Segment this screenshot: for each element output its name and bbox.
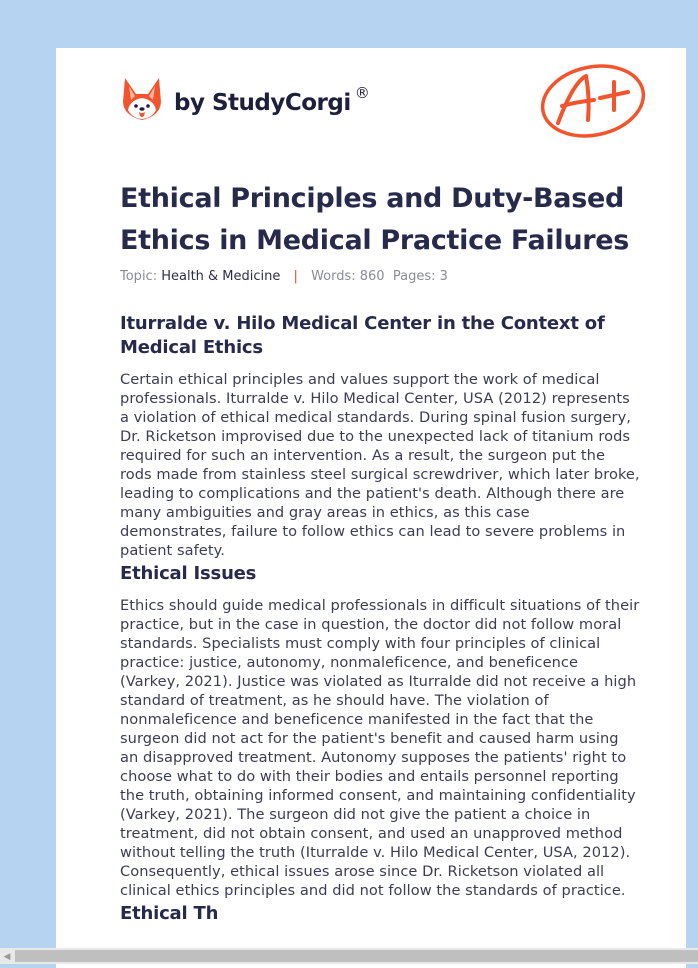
word-count: Words: 860 xyxy=(311,269,385,284)
article-body xyxy=(120,312,640,926)
meta-separator: | xyxy=(293,269,298,284)
topic-label: Topic: xyxy=(120,269,158,284)
grade-a-plus-icon xyxy=(538,58,648,140)
section-paragraph: Certain ethical principles and values support the work of medical professionals. Iturralde v. Hilo Medical Center, USA (2012) represents a violation of ethical medical standards. During spinal fusion surgery, Dr. Ricketson improvised due to the unexpected lack of titanium rods required for such an intervention. As a result, the surgeon put the rods made from stainless steel surgical screwdriver, which later broke, leading to complications and the patient's death. Although there are many ambiguities and gray areas in ethics, as this case demonstrates, failure to follow ethics can lead to severe problems in patient safety. xyxy=(120,371,640,559)
section-heading: Ethical Issues xyxy=(120,563,257,584)
document-card xyxy=(56,48,686,968)
horizontal-scrollbar[interactable] xyxy=(0,948,698,964)
brand-name: by StudyCorgi ® xyxy=(174,84,370,116)
page-title: Ethical Principles and Duty-Based Ethics in Medical Practice Failures xyxy=(120,183,630,256)
studycorgi-logo[interactable] xyxy=(122,76,369,122)
article-meta xyxy=(120,269,448,284)
corgi-icon xyxy=(122,76,162,122)
scrollbar-thumb[interactable] xyxy=(15,950,698,962)
section-paragraph: Ethics should guide medical professionals in difficult situations of their practice, but in the case in question, the doctor did not follow moral standards. Specialists must comply with four principles of clinical practice: justice, autonomy, nonmaleficence, and beneficence (Varkey, 2021). Justice was violated as Iturralde did not receive a high standard of treatment, as he should have. The violation of nonmaleficence and beneficence manifested in the fact that the surgeon did not act for the patient's benefit and caused harm using an disapproved treatment. Autonomy supposes the patients' right to choose what to do with their bodies and entails personnel reporting the truth, obtaining informed consent, and maintaining confidentiality (Varkey, 2021). The surgeon did not give the patient a choice in treatment, did not obtain consent, and used an unapproved method without telling the truth (Iturralde v. Hilo Medical Center, USA, 2012). Consequently, ethical issues arose since Dr. Ricketson violated all clinical ethics principles and did not follow the standards of practice. xyxy=(120,597,640,899)
page-count: Pages: 3 xyxy=(392,269,448,284)
section-heading: Iturralde v. Hilo Medical Center in the Context of Medical Ethics xyxy=(120,313,605,358)
section-heading: Ethical Th xyxy=(120,903,219,924)
topic-link[interactable]: Health & Medicine xyxy=(161,269,281,284)
scroll-left-arrow-icon[interactable]: ◀ xyxy=(3,950,11,961)
registered-mark: ® xyxy=(354,84,370,102)
